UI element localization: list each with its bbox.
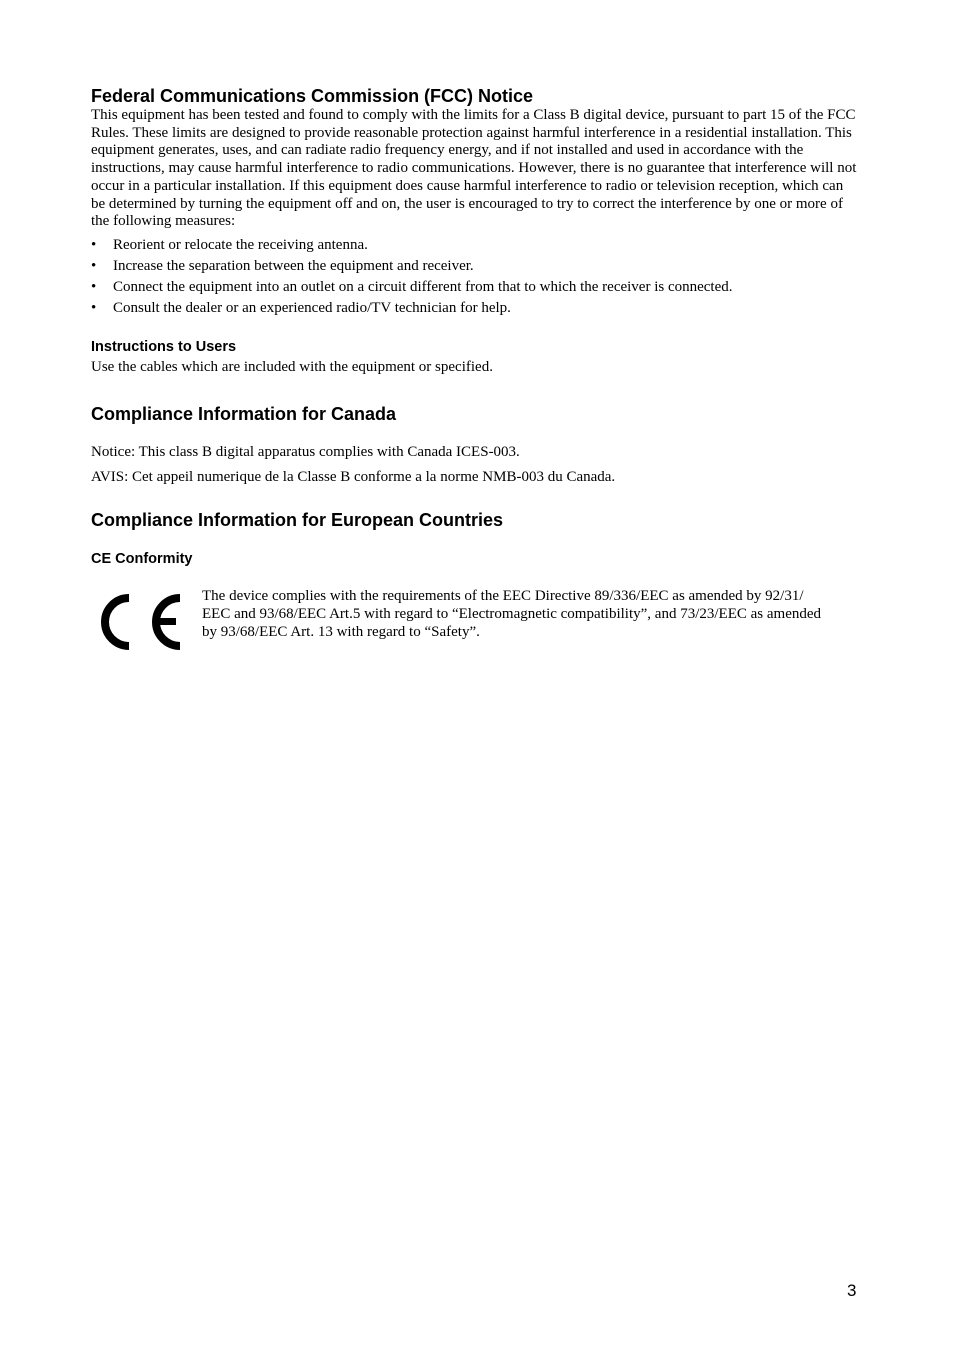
fcc-measures-list [91,237,861,317]
list-item [91,258,861,276]
bullet-icon: • [91,299,97,316]
list-item [91,237,861,255]
instructions-text: Use the cables which are included with the equipment or specified. [91,359,493,376]
page-number: 3 [847,1281,857,1300]
list-item-text: Increase the separation between the equipment and receiver. [113,257,474,274]
canada-avis: AVIS: Cet appeil numerique de la Classe B conforme a la norme NMB-003 du Canada. [91,468,616,485]
ce-text-line: EEC and 93/68/EEC Art.5 with regard to “Electromagnetic compatibility”, and 73/23/EEC as amended [202,606,822,623]
ce-text-line: by 93/68/EEC Art. 13 with regard to “Safety”. [202,623,480,640]
europe-heading: Compliance Information for European Countries [91,510,504,531]
ce-mark-icon [91,588,202,658]
fcc-heading: Federal Communications Commission (FCC) Notice [91,86,534,106]
list-item [91,300,861,318]
list-item [91,279,861,297]
bullet-icon: • [91,278,97,295]
document-page [91,86,861,658]
ce-conformity-heading: CE Conformity [91,551,193,568]
list-item-text: Connect the equipment into an outlet on a circuit different from that to which the receiver is connected. [113,278,733,295]
list-item-text: Reorient or relocate the receiving antenna. [113,236,368,253]
canada-heading: Compliance Information for Canada [91,404,397,424]
fcc-paragraph: This equipment has been tested and found to comply with the limits for a Class B digital device, pursuant to part 15 of the FCC Rules. These limits are designed to provide reasonable protection against harmful interference in a residential installation. This equipment generates, uses, and can radiate radio frequency energy, and if not installed and used in accordance with the instructions, may cause harmful interference to radio communications. However, there is no guarantee that interference will not occur in a particular installation. If this equipment does cause harmful interference to radio or television reception, which can be determined by turning the equipment off and on, the user is encouraged to try to correct the interference by one or more of the following measures: [91,107,857,230]
ce-conformity-text [202,588,861,641]
bullet-icon: • [91,236,97,253]
list-item-text: Consult the dealer or an experienced radio/TV technician for help. [113,299,511,316]
ce-text-line: The device complies with the requirements of the EEC Directive 89/336/EEC as amended by 92/31/ [202,588,804,605]
instructions-heading: Instructions to Users [91,339,237,356]
canada-notice: Notice: This class B digital apparatus complies with Canada ICES-003. [91,444,520,460]
bullet-icon: • [91,257,97,274]
ce-conformity-row [91,588,861,658]
